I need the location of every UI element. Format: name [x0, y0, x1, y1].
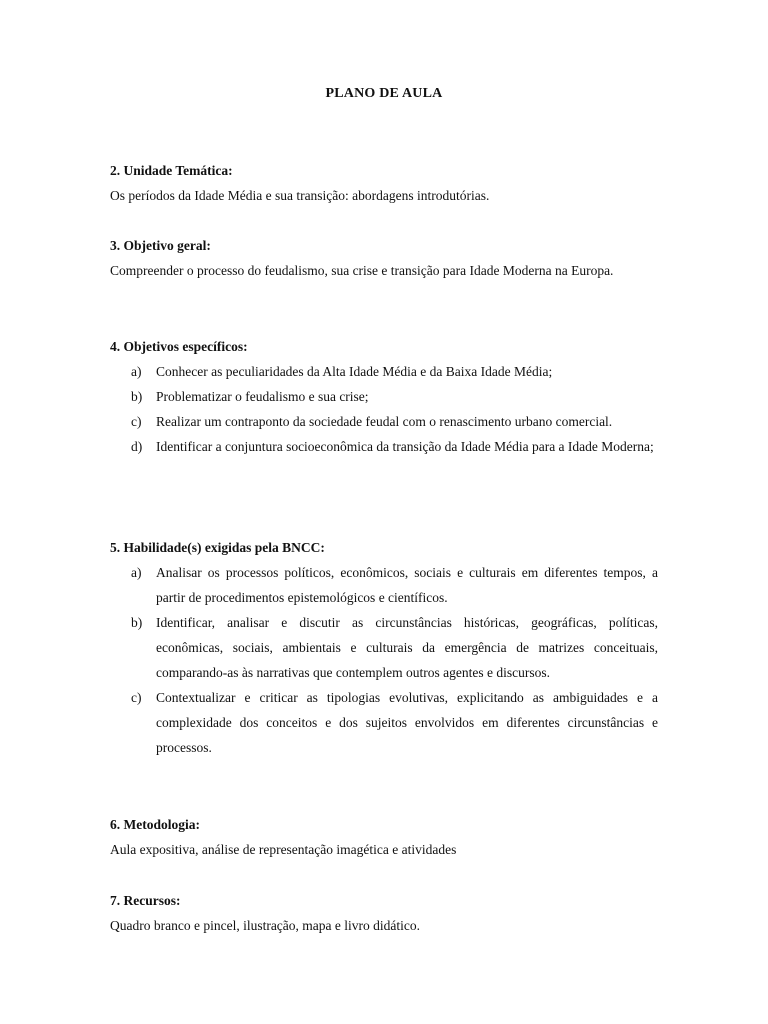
section-text: Compreender o processo do feudalismo, sua crise e transição para Idade Moderna na Europa. — [110, 263, 614, 278]
list-marker: c) — [131, 690, 142, 705]
list-item — [110, 409, 658, 434]
list-item-text: Identificar a conjuntura socioeconômica da transição da Idade Média para a Idade Moderna; — [156, 439, 654, 454]
list-item — [110, 359, 658, 384]
list-item — [110, 560, 658, 610]
section-heading: 3. Objetivo geral: — [110, 238, 211, 253]
list-item — [110, 610, 658, 685]
section-unidade-tematica — [110, 158, 658, 208]
document-title: PLANO DE AULA — [325, 86, 443, 101]
list-item — [110, 434, 658, 459]
section-text: Os períodos da Idade Média e sua transição: abordagens introdutórias. — [110, 188, 490, 203]
list-marker: a) — [131, 364, 142, 379]
list-item — [110, 384, 658, 409]
objetivos-list — [110, 359, 658, 459]
section-metodologia — [110, 812, 658, 862]
list-marker: b) — [131, 615, 143, 630]
list-marker: d) — [131, 439, 143, 454]
section-recursos — [110, 888, 658, 938]
section-text: Aula expositiva, análise de representação imagética e atividades — [110, 842, 457, 857]
list-item-text: Problematizar o feudalismo e sua crise; — [156, 389, 369, 404]
section-heading: 5. Habilidade(s) exigidas pela BNCC: — [110, 540, 325, 555]
section-text: Quadro branco e pincel, ilustração, mapa e livro didático. — [110, 918, 421, 933]
section-objetivo-geral — [110, 233, 658, 283]
list-item-text: Conhecer as peculiaridades da Alta Idade Média e da Baixa Idade Média; — [156, 364, 553, 379]
list-item — [110, 685, 658, 760]
list-item-text: Contextualizar e criticar as tipologias evolutivas, explicitando as ambiguidades e a complexidade dos conceitos e dos sujeitos envolvidos em diferentes circunstâncias e processos. — [156, 690, 658, 755]
list-marker: c) — [131, 414, 142, 429]
section-heading: 4. Objetivos específicos: — [110, 339, 248, 354]
list-item-text: Identificar, analisar e discutir as circunstâncias históricas, geográficas, políticas, econômicas, sociais, ambientais e culturais da emergência de matrizes conceituais, comparando-as às narrativas que contemplem outros agentes e discursos. — [156, 615, 658, 680]
section-heading: 2. Unidade Temática: — [110, 163, 233, 178]
section-heading: 7. Recursos: — [110, 893, 181, 908]
list-marker: a) — [131, 565, 142, 580]
habilidades-list — [110, 560, 658, 760]
section-heading: 6. Metodologia: — [110, 817, 200, 832]
section-habilidades — [110, 535, 658, 760]
list-item-text: Realizar um contraponto da sociedade feudal com o renascimento urbano comercial. — [156, 414, 613, 429]
list-marker: b) — [131, 389, 143, 404]
section-objetivos-especificos — [110, 334, 658, 459]
list-item-text: Analisar os processos políticos, econômicos, sociais e culturais em diferentes tempos, a partir de procedimentos epistemológicos e científicos. — [156, 565, 658, 605]
